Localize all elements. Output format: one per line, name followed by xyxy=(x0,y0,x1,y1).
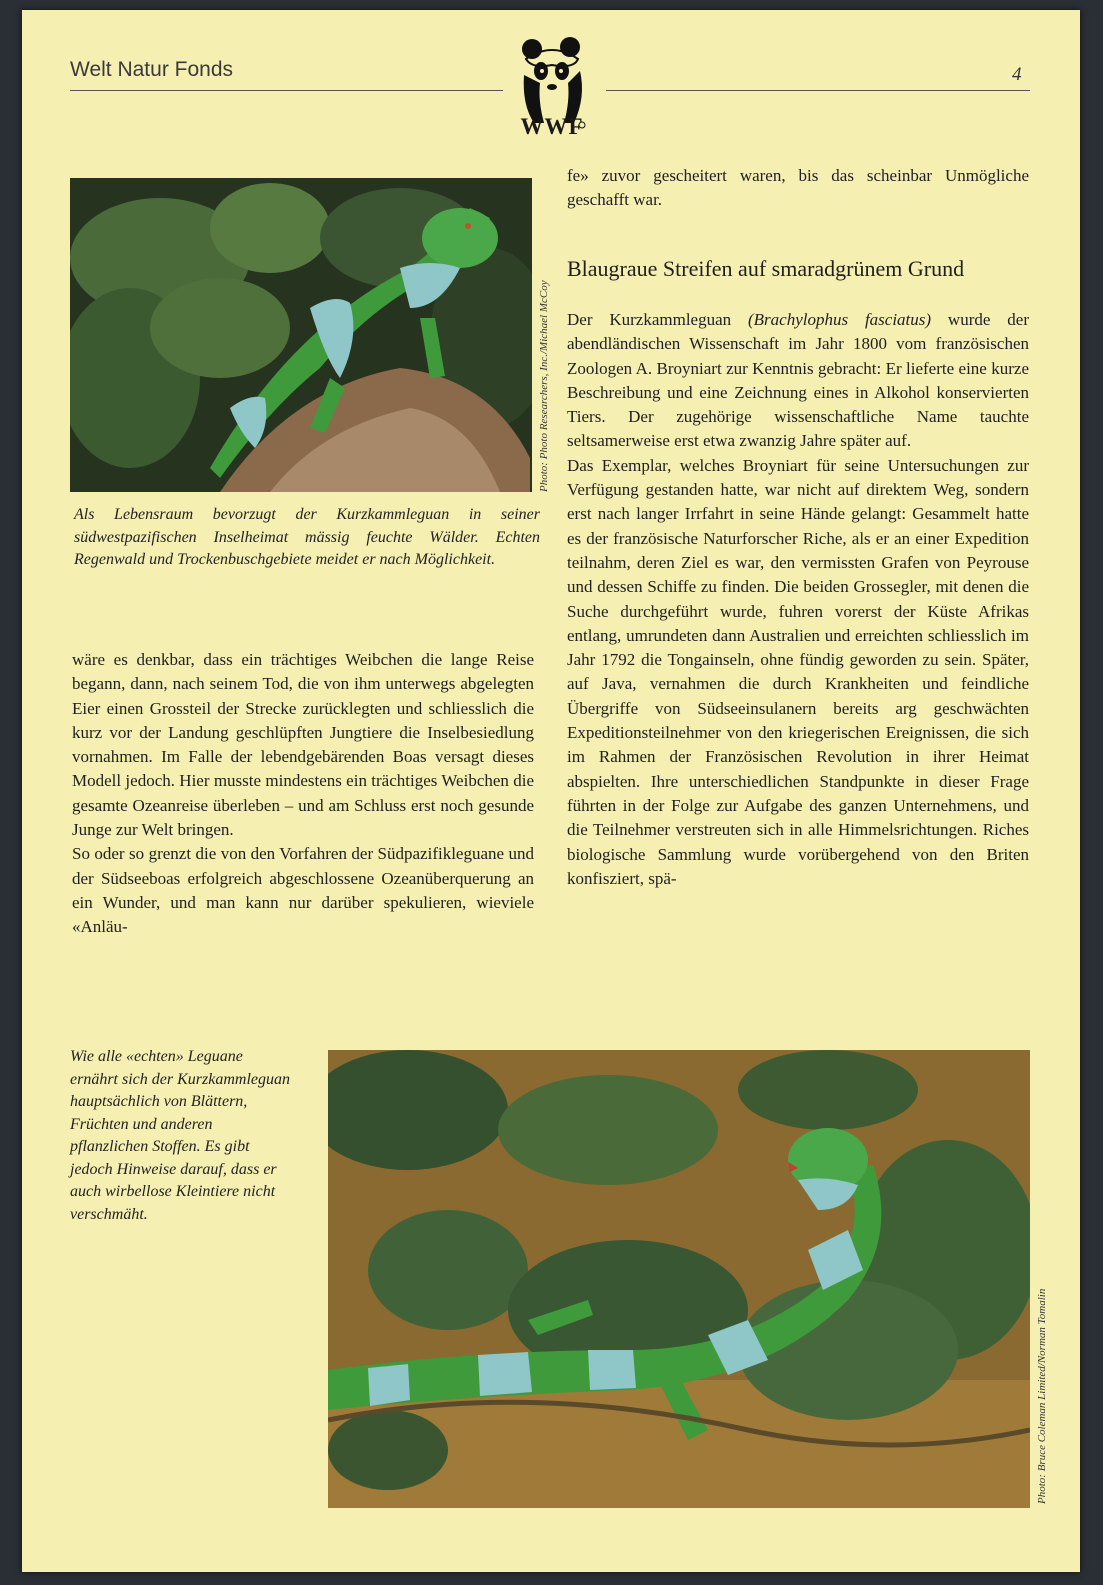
header-rule-right xyxy=(606,90,1030,91)
page-number: 4 xyxy=(1012,64,1022,85)
document-page xyxy=(22,10,1080,1572)
photo-credit-top: Photo: Photo Researchers, Inc./Michael McCoy xyxy=(538,280,550,492)
left-column-text xyxy=(72,648,534,940)
left-paragraph: So oder so grenzt die von den Vorfahren der Südpazifikleguane und der Südseeboas erfolgreich abgeschlossene Ozeanüberquerung an ein Wunder, und man kann nur darüber spekulieren, wieviele «Anläu- xyxy=(72,844,534,937)
photo-credit-bottom: Photo: Bruce Coleman Limited/Norman Tomalin xyxy=(1036,1288,1048,1504)
right-paragraph-2: Das Exemplar, welches Broyniart für seine Untersuchungen zur Verfügung gestanden hatte, war nicht auf direktem Weg, sondern erst nach langer Irrfahrt in seine Hände gelangt: Gesammelt hatte es der französische Naturforscher Riche, als er an einer Expedition teilnahm, deren Ziel es war, den vermissten Grafen von Peyrouse und dessen Schiffe zu finden. Die beiden Grossegler, mit denen die Suche durchgeführt wurde, fuhren vorerst der Küste Afrikas entlang, umrundeten dann Australien und erreichten schliesslich im Jahr 1792 die Tongainseln, ohne fündig geworden zu sein. Später, auf Java, vernahmen die durch Krankheiten und feindliche Übergriffe von Südseeinsulanern bereits arg geschwächten Expeditionsteilnehmer von den kriegerischen Ereignissen, die sich im Rahmen der Französischen Revolution in ihrer Heimat abspielten. Ihre unterschiedlichen Standpunkte in dieser Frage führten in der Folge zur Aufgabe des ganzen Unternehmens, und die Teilnehmer verstreuten sich in alle Himmelsrichtungen. Riches biologische Sammlung wurde vorübergehend von den Briten konfisziert, spä- xyxy=(567,455,1029,888)
left-paragraph: wäre es denkbar, dass ein trächtiges Weibchen die lange Reise begann, dann, nach seinem Tod, die von ihm unterwegs abgelegten Eier einen Grossteil der Strecke zurücklegten und schliesslich die kurz vor der Landung geschlüpften Jungtiere die Inselbesiedlung vornahmen. Im Falle der lebendgebärenden Boas versagt dieses Modell jedoch. Hier musste mindestens ein trächtiges Weibchen die gesamte Ozeanreise überleben – und am Schluss erst noch gesunde Junge zur Welt bringen. xyxy=(72,650,534,840)
right-paragraph-1 xyxy=(567,308,1029,454)
right-column-continuation: fe» zuvor gescheitert waren, bis das scheinbar Unmögliche geschafft war. xyxy=(567,166,1029,210)
section-heading: Blaugraue Streifen auf smaradgrünem Grund xyxy=(567,256,965,281)
org-name: Welt Natur Fonds xyxy=(70,58,234,81)
header-rule-left xyxy=(70,90,503,91)
photo-iguana-leaves xyxy=(328,1050,1030,1508)
p1-text: Der Kurzkammleguan xyxy=(567,310,748,329)
photo-caption-bottom: Wie alle «echten» Leguane ernährt sich der Kurzkammleguan hauptsächlich von Blättern, Früchten und anderen pflanzlichen Stoffen. Es gibt jedoch Hinweise darauf, dass er auch wirbellose Kleintiere nicht verschmäht. xyxy=(70,1048,290,1223)
photo-caption-top: Als Lebensraum bevorzugt der Kurzkammleguan in seiner südwestpazifischen Inselheimat mässig feuchte Wälder. Echten Regenwald und Trockenbuschgebiete meidet er nach Möglichkeit. xyxy=(74,506,540,568)
right-column-text xyxy=(567,308,1029,891)
species-name: (Brachylophus fasciatus) xyxy=(748,310,932,329)
wwf-logo-text: WWF xyxy=(520,114,584,139)
photo-iguana-forest xyxy=(70,178,532,492)
p1-text-rest: wurde der abendländischen Wissenschaft im Jahr 1800 vom französischen Zoologen A. Broyniart zur Kenntnis gebracht: Er lieferte eine kurze Beschreibung und eine Zeichnung eines in Alkohol konservierten Tiers. Der zugehörige wissenschaftliche Name tauchte seltsamerweise erst etwa zwanzig Jahre später auf. xyxy=(567,310,1029,451)
